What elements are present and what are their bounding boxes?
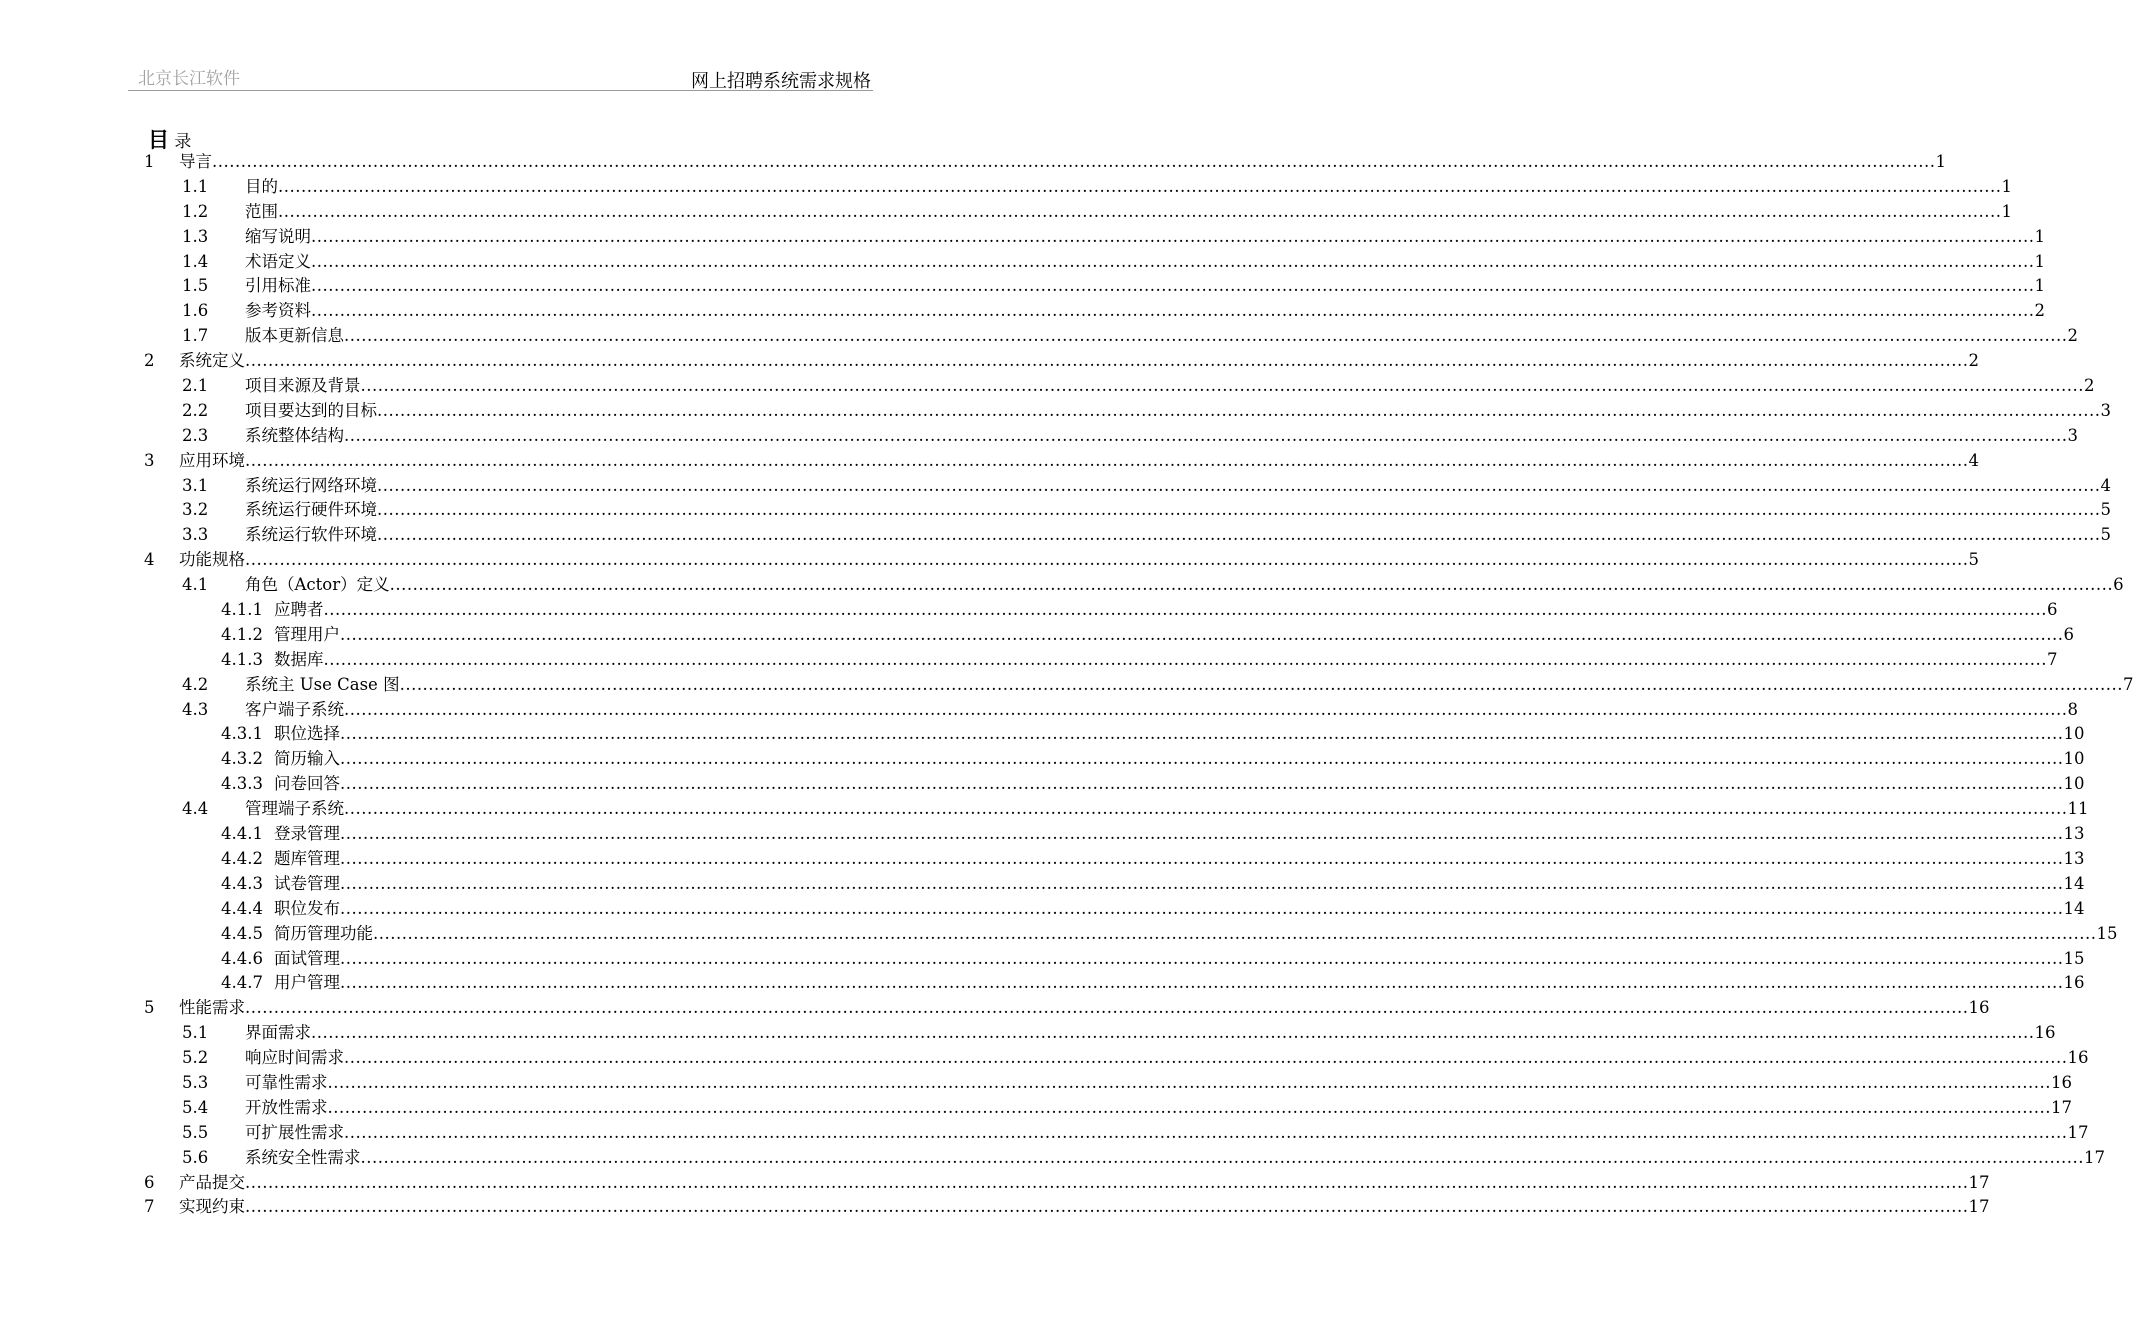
- toc-entry[interactable]: [0, 1021, 2056, 1046]
- toc-leader-dots: ............................................................................................................................................................................................................................................................................................................: [245, 550, 1969, 570]
- toc-entry-title: 简历管理功能: [274, 923, 373, 943]
- toc-entry[interactable]: [0, 274, 2045, 299]
- toc-leader-dots: ............................................................................................................................................................................................................................................................................................................: [377, 500, 2101, 520]
- toc-entry[interactable]: [0, 872, 2085, 897]
- toc-leader-dots: ............................................................................................................................................................................................................................................................................................................: [327, 1097, 2051, 1117]
- toc-entry-title: 导言: [179, 152, 212, 171]
- toc-entry-number: 2.2: [182, 400, 209, 420]
- toc-leader-dots: ............................................................................................................................................................................................................................................................................................................: [340, 848, 2064, 868]
- toc-entry-page: 1: [2001, 201, 2012, 221]
- toc-leader-dots: ............................................................................................................................................................................................................................................................................................................: [399, 674, 2124, 694]
- toc-entry[interactable]: [0, 250, 2045, 275]
- toc-entry-title: 管理端子系统: [245, 799, 344, 819]
- toc-entry-title: 系统运行软件环境: [245, 525, 377, 545]
- toc-entry-title: 界面需求: [245, 1023, 311, 1043]
- toc-leader-dots: ............................................................................................................................................................................................................................................................................................................: [340, 824, 2064, 844]
- toc-entry-title: 应用环境: [179, 450, 245, 470]
- toc-entry[interactable]: [0, 498, 2111, 523]
- toc-entry-number: 4.4.1: [221, 824, 263, 844]
- toc-entry-page: 13: [2063, 848, 2085, 868]
- toc-leader-dots: ............................................................................................................................................................................................................................................................................................................: [323, 600, 2047, 620]
- toc-entry-title: 实现约束: [179, 1197, 245, 1217]
- toc-leader-dots: ............................................................................................................................................................................................................................................................................................................: [340, 624, 2064, 644]
- toc-entry-number: 6: [144, 1172, 155, 1192]
- toc-entry-number: 2: [144, 351, 155, 371]
- toc-entry-number: 4.1.3: [221, 649, 263, 669]
- toc-leader-dots: ............................................................................................................................................................................................................................................................................................................: [311, 1023, 2035, 1043]
- toc-entry-number: 7: [144, 1197, 155, 1217]
- toc-leader-dots: ............................................................................................................................................................................................................................................................................................................: [340, 973, 2064, 993]
- toc-entry-number: 4.4.2: [221, 848, 263, 868]
- toc-heading-rest: 录: [174, 132, 192, 152]
- toc-leader-dots: ............................................................................................................................................................................................................................................................................................................: [360, 1147, 2084, 1167]
- toc-entry-number: 4.1.1: [221, 600, 263, 620]
- toc-entry-page: 1: [2034, 276, 2045, 296]
- toc-leader-dots: ............................................................................................................................................................................................................................................................................................................: [212, 152, 1936, 171]
- toc-entry-number: 1: [144, 152, 155, 171]
- toc-entry[interactable]: [0, 996, 1990, 1021]
- toc-entry-page: 10: [2063, 724, 2085, 744]
- toc-leader-dots: ............................................................................................................................................................................................................................................................................................................: [311, 226, 2035, 246]
- toc-entry-page: 6: [2046, 600, 2058, 620]
- toc-entry-number: 1.6: [182, 301, 209, 321]
- toc-entry-number: 5.4: [182, 1097, 209, 1117]
- toc-entry-page: 17: [2083, 1147, 2105, 1167]
- toc-entry-title: 范围: [245, 201, 278, 221]
- toc-entry-title: 可扩展性需求: [245, 1122, 344, 1142]
- toc-entry-number: 4.2: [182, 674, 209, 694]
- toc-entry[interactable]: [0, 299, 2045, 324]
- toc-entry-page: 13: [2063, 824, 2085, 844]
- toc-entry[interactable]: [0, 1121, 2089, 1146]
- toc-entry[interactable]: [0, 1146, 2105, 1171]
- toc-leader-dots: ............................................................................................................................................................................................................................................................................................................: [373, 923, 2097, 943]
- toc-entry-page: 16: [2050, 1072, 2072, 1092]
- toc-entry[interactable]: [0, 548, 1979, 573]
- toc-entry-title: 响应时间需求: [245, 1048, 344, 1068]
- toc-entry-page: 5: [1968, 550, 1979, 570]
- toc-leader-dots: ............................................................................................................................................................................................................................................................................................................: [278, 176, 2002, 196]
- toc-entry-page: 7: [2123, 674, 2134, 694]
- toc-entry-title: 性能需求: [179, 998, 245, 1018]
- toc-leader-dots: ............................................................................................................................................................................................................................................................................................................: [340, 774, 2064, 794]
- toc-entry[interactable]: [0, 200, 2012, 225]
- toc-entry[interactable]: [0, 424, 2078, 449]
- toc-entry-page: 5: [2100, 525, 2111, 545]
- toc-entry-title: 系统整体结构: [245, 425, 344, 445]
- toc-leader-dots: ............................................................................................................................................................................................................................................................................................................: [278, 201, 2002, 221]
- toc-entry-page: 2: [2083, 376, 2095, 396]
- toc-leader-dots: ............................................................................................................................................................................................................................................................................................................: [344, 799, 2068, 819]
- toc-entry-page: 1: [2034, 251, 2045, 271]
- toc-entry[interactable]: [0, 673, 2134, 698]
- toc-entry-title: 版本更新信息: [245, 326, 344, 346]
- toc-entry-title: 参考资料: [245, 301, 311, 321]
- toc-entry[interactable]: [0, 1096, 2072, 1121]
- toc-entry-number: 1.3: [182, 226, 209, 246]
- toc-entry-title: 项目要达到的目标: [245, 400, 377, 420]
- page-header: [128, 64, 873, 91]
- toc-entry-number: 4.3.2: [221, 749, 263, 769]
- toc-entry-title: 管理用户: [274, 624, 340, 644]
- toc-entry[interactable]: [0, 797, 2089, 822]
- toc-entry-title: 角色（Actor）定义: [245, 575, 390, 595]
- toc-leader-dots: ............................................................................................................................................................................................................................................................................................................: [389, 575, 2114, 595]
- toc-leader-dots: ............................................................................................................................................................................................................................................................................................................: [340, 873, 2064, 893]
- toc-entry-page: 17: [1968, 1197, 1990, 1217]
- toc-entry-title: 职位发布: [274, 898, 340, 918]
- toc-entry-number: 1.2: [182, 201, 209, 221]
- toc-entry-title: 客户端子系统: [245, 699, 344, 719]
- toc-entry-page: 17: [2067, 1122, 2089, 1142]
- toc-entry-page: 4: [1968, 450, 1979, 470]
- toc-entry[interactable]: [0, 648, 2058, 673]
- toc-entry-number: 3.2: [182, 500, 209, 520]
- toc-entry-page: 17: [2050, 1097, 2072, 1117]
- toc-entry-number: 4.4.7: [221, 973, 263, 993]
- toc-leader-dots: ............................................................................................................................................................................................................................................................................................................: [245, 351, 1969, 371]
- toc-entry[interactable]: [0, 324, 2078, 349]
- toc-entry[interactable]: [0, 1195, 1990, 1220]
- toc-entry[interactable]: [0, 822, 2085, 847]
- toc-entry-number: 4.4.4: [221, 898, 263, 918]
- toc-entry-number: 4.1: [182, 575, 209, 595]
- toc-entry[interactable]: [0, 573, 2124, 598]
- toc-entry-title: 产品提交: [179, 1172, 245, 1192]
- toc-entry-title: 缩写说明: [245, 226, 311, 246]
- toc-entry-page: 10: [2063, 749, 2085, 769]
- toc-entry[interactable]: [0, 474, 2111, 499]
- toc-entry-page: 6: [2063, 624, 2074, 644]
- toc-entry-title: 用户管理: [274, 973, 340, 993]
- toc-entry[interactable]: [0, 698, 2078, 723]
- toc-entry-number: 4.3: [182, 699, 209, 719]
- toc-entry[interactable]: [0, 449, 1979, 474]
- toc-entry[interactable]: [0, 1171, 1990, 1196]
- toc-entry[interactable]: [0, 523, 2111, 548]
- toc-entry-page: 14: [2063, 898, 2085, 918]
- toc-entry-page: 3: [2100, 400, 2111, 420]
- toc-entry-number: 4.3.3: [221, 774, 263, 794]
- toc-entry-number: 3.1: [182, 475, 209, 495]
- toc-entry-title: 系统主 Use Case 图: [245, 674, 400, 694]
- toc-entry[interactable]: [0, 847, 2085, 872]
- toc-leader-dots: ............................................................................................................................................................................................................................................................................................................: [377, 525, 2101, 545]
- toc-entry[interactable]: [0, 1046, 2089, 1071]
- toc-entry[interactable]: [0, 150, 1946, 175]
- toc-entry-page: 16: [1968, 998, 1990, 1018]
- toc-entry-number: 3.3: [182, 525, 209, 545]
- toc-entry-page: 1: [1935, 152, 1946, 171]
- toc-entry-title: 试卷管理: [274, 873, 340, 893]
- toc-entry-page: 16: [2034, 1023, 2056, 1043]
- toc-entry-number: 4.4.3: [221, 873, 263, 893]
- toc-entry-title: 系统安全性需求: [245, 1147, 361, 1167]
- header-document-title: 网上招聘系统需求规格: [691, 71, 871, 92]
- toc-entry[interactable]: [0, 897, 2085, 922]
- toc-entry-page: 2: [1968, 351, 1979, 371]
- toc-entry-page: 3: [2067, 425, 2078, 445]
- toc-entry-page: 7: [2046, 649, 2058, 669]
- toc-entry-number: 1.1: [182, 176, 209, 196]
- toc-entry-page: 16: [2063, 973, 2085, 993]
- toc-entry-title: 系统运行网络环境: [245, 475, 377, 495]
- toc-entry[interactable]: [0, 598, 2058, 623]
- toc-entry-title: 可靠性需求: [245, 1072, 328, 1092]
- toc-entry-page: 14: [2063, 873, 2085, 893]
- toc-leader-dots: ............................................................................................................................................................................................................................................................................................................: [311, 301, 2035, 321]
- toc-leader-dots: ............................................................................................................................................................................................................................................................................................................: [245, 1172, 1969, 1192]
- toc-heading-first-char: 目: [148, 128, 169, 152]
- toc-entry-page: 1: [2001, 176, 2012, 196]
- toc-entry-title: 简历输入: [274, 749, 340, 769]
- toc-entry-page: 2: [2067, 326, 2078, 346]
- table-of-contents: [0, 150, 2134, 1220]
- toc-leader-dots: ............................................................................................................................................................................................................................................................................................................: [245, 998, 1969, 1018]
- toc-entry-page: 1: [2034, 226, 2045, 246]
- toc-entry-title: 系统定义: [179, 351, 245, 371]
- toc-leader-dots: ............................................................................................................................................................................................................................................................................................................: [323, 649, 2047, 669]
- toc-entry-number: 4.4: [182, 799, 209, 819]
- toc-leader-dots: ............................................................................................................................................................................................................................................................................................................: [327, 1072, 2051, 1092]
- toc-leader-dots: ............................................................................................................................................................................................................................................................................................................: [340, 724, 2064, 744]
- toc-leader-dots: ............................................................................................................................................................................................................................................................................................................: [311, 276, 2035, 296]
- toc-entry-title: 系统运行硬件环境: [245, 500, 377, 520]
- toc-entry[interactable]: [0, 971, 2085, 996]
- toc-entry-title: 功能规格: [179, 550, 245, 570]
- toc-leader-dots: ............................................................................................................................................................................................................................................................................................................: [344, 425, 2068, 445]
- toc-entry-title: 目的: [245, 176, 278, 196]
- toc-entry-number: 5: [144, 998, 155, 1018]
- toc-entry-number: 1.7: [182, 326, 209, 346]
- toc-entry-number: 5.6: [182, 1147, 209, 1167]
- toc-entry-number: 1.5: [182, 276, 209, 296]
- toc-entry-title: 题库管理: [274, 848, 340, 868]
- toc-entry[interactable]: [0, 374, 2095, 399]
- toc-entry-number: 5.5: [182, 1122, 209, 1142]
- toc-leader-dots: ............................................................................................................................................................................................................................................................................................................: [344, 699, 2068, 719]
- header-company: 北京长江软件: [138, 69, 240, 89]
- toc-entry[interactable]: [0, 175, 2012, 200]
- toc-entry[interactable]: [0, 1071, 2072, 1096]
- toc-entry-page: 2: [2034, 301, 2045, 321]
- toc-entry-title: 职位选择: [274, 724, 340, 744]
- toc-entry-number: 4: [144, 550, 155, 570]
- toc-entry-page: 11: [2067, 799, 2089, 819]
- toc-leader-dots: ............................................................................................................................................................................................................................................................................................................: [245, 450, 1969, 470]
- toc-entry-number: 3: [144, 450, 155, 470]
- toc-leader-dots: ............................................................................................................................................................................................................................................................................................................: [311, 251, 2035, 271]
- toc-leader-dots: ............................................................................................................................................................................................................................................................................................................: [340, 898, 2064, 918]
- toc-entry-page: 17: [1968, 1172, 1990, 1192]
- toc-entry-page: 8: [2067, 699, 2078, 719]
- toc-leader-dots: ............................................................................................................................................................................................................................................................................................................: [340, 749, 2064, 769]
- toc-entry[interactable]: [0, 772, 2085, 797]
- toc-entry[interactable]: [0, 922, 2118, 947]
- toc-entry-number: 4.4.5: [221, 923, 263, 943]
- toc-entry[interactable]: [0, 349, 1979, 374]
- toc-entry[interactable]: [0, 722, 2085, 747]
- toc-leader-dots: ............................................................................................................................................................................................................................................................................................................: [344, 326, 2068, 346]
- toc-leader-dots: ............................................................................................................................................................................................................................................................................................................: [344, 1048, 2068, 1068]
- toc-entry-title: 问卷回答: [274, 774, 340, 794]
- toc-leader-dots: ............................................................................................................................................................................................................................................................................................................: [340, 948, 2064, 968]
- toc-entry-page: 15: [2096, 923, 2118, 943]
- toc-leader-dots: ............................................................................................................................................................................................................................................................................................................: [360, 376, 2084, 396]
- toc-entry-title: 术语定义: [245, 251, 311, 271]
- toc-entry-number: 1.4: [182, 251, 209, 271]
- toc-entry[interactable]: [0, 399, 2111, 424]
- toc-entry-title: 数据库: [274, 649, 324, 669]
- toc-entry-title: 引用标准: [245, 276, 311, 296]
- toc-entry-number: 2.3: [182, 425, 209, 445]
- toc-entry-page: 16: [2067, 1048, 2089, 1068]
- toc-entry-page: 4: [2100, 475, 2111, 495]
- toc-leader-dots: ............................................................................................................................................................................................................................................................................................................: [344, 1122, 2068, 1142]
- toc-entry-page: 10: [2063, 774, 2085, 794]
- toc-entry[interactable]: [0, 225, 2045, 250]
- toc-entry-title: 面试管理: [274, 948, 340, 968]
- toc-entry-title: 登录管理: [274, 824, 340, 844]
- toc-entry-number: 5.2: [182, 1048, 209, 1068]
- toc-entry-title: 应聘者: [274, 600, 324, 620]
- toc-leader-dots: ............................................................................................................................................................................................................................................................................................................: [377, 475, 2101, 495]
- toc-entry-title: 项目来源及背景: [245, 376, 361, 396]
- toc-entry-title: 开放性需求: [245, 1097, 328, 1117]
- toc-leader-dots: ............................................................................................................................................................................................................................................................................................................: [377, 400, 2101, 420]
- toc-entry-number: 4.3.1: [221, 724, 263, 744]
- toc-entry-number: 2.1: [182, 376, 209, 396]
- toc-entry-number: 4.4.6: [221, 948, 263, 968]
- toc-entry-number: 4.1.2: [221, 624, 263, 644]
- toc-entry[interactable]: [0, 947, 2085, 972]
- toc-leader-dots: ............................................................................................................................................................................................................................................................................................................: [245, 1197, 1969, 1217]
- toc-entry-page: 5: [2100, 500, 2111, 520]
- toc-entry[interactable]: [0, 747, 2085, 772]
- toc-entry-number: 5.1: [182, 1023, 209, 1043]
- toc-entry-page: 6: [2113, 575, 2124, 595]
- toc-entry-page: 15: [2063, 948, 2085, 968]
- toc-entry[interactable]: [0, 623, 2074, 648]
- toc-entry-number: 5.3: [182, 1072, 209, 1092]
